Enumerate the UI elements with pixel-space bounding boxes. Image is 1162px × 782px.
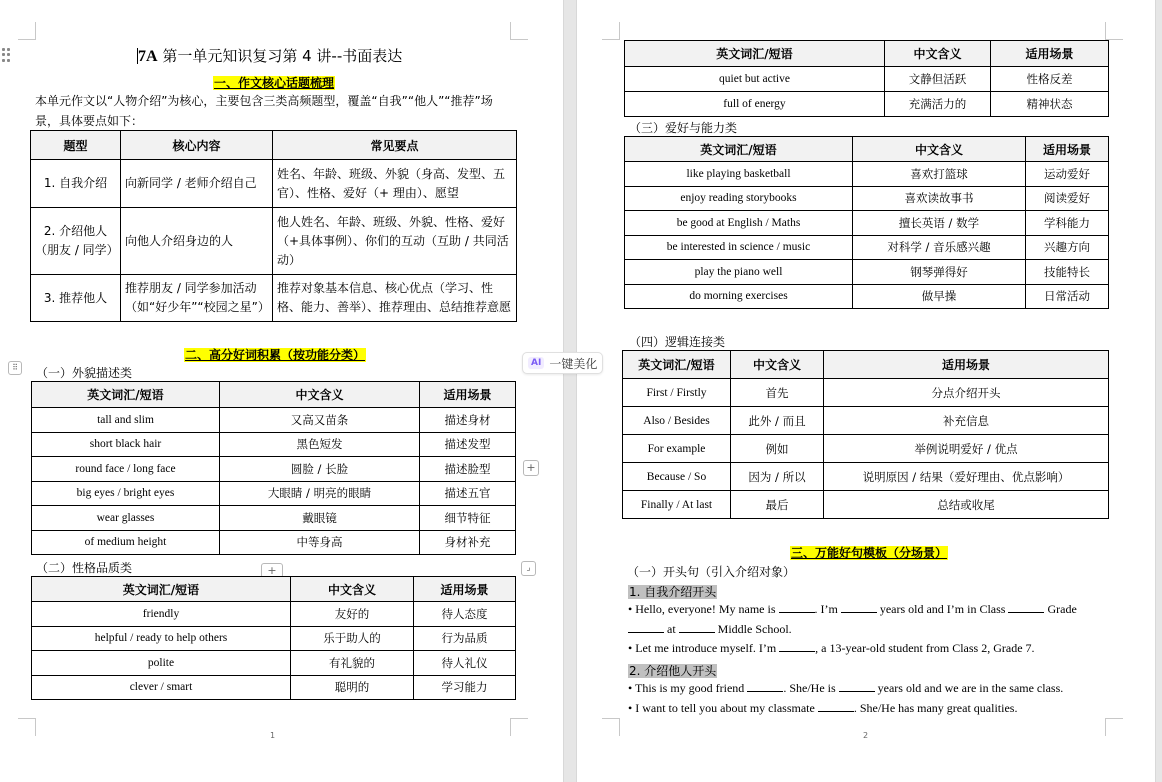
template-sentence: • Hello, everyone! My name is . I’m years old and I’m in Class Grade [628,602,1077,616]
template-sentence: • I want to tell you about my classmate . She/He has many great qualities. [628,701,1018,715]
intro-paragraph: 本单元作文以“人物介绍”为核心，主要包含三类高频题型，覆盖“自我”“他人”“推荐”场景，具体要点如下： [35,94,493,128]
add-column-button[interactable]: + [523,460,539,476]
margin-corner-mark [602,22,620,40]
drag-handle-icon[interactable] [2,48,10,62]
table-row: Also / Besides 此外 / 而且 补充信息 [623,407,1109,435]
table-row: be interested in science / music 对科学 / 音乐感兴趣 兴趣方向 [625,235,1109,260]
subsection-label: （一）外貌描述类 [36,366,133,380]
fill-blank [841,602,877,613]
opening-sentences-label: （一）开头句（引入介绍对象） [627,565,796,579]
ai-icon: AI [528,357,544,369]
document-page-2 [577,0,1155,782]
table-row: 2. 介绍他人（朋友 / 同学） 向他人介绍身边的人 他人姓名、年龄、班级、外貌、性格、爱好（+具体事例）、你们的互动（互助 / 共同活动） [31,208,517,275]
section-heading-3: 三、万能好句模板（分场景） [791,546,948,560]
margin-corner-mark [602,718,620,736]
margin-corner-mark [18,718,36,736]
subsection-label: （二）性格品质类 [36,561,133,575]
add-row-button[interactable]: + [261,563,283,578]
table-row: Finally / At last 最后 总结或收尾 [623,491,1109,519]
table-row: be good at English / Maths 擅长英语 / 数学 学科能力 [625,211,1109,236]
fill-blank [628,622,664,633]
table-row: wear glasses 戴眼镜 细节特征 [32,506,516,531]
vertical-scroll-strip[interactable] [1155,0,1162,782]
table-header: 题型 [31,131,121,160]
personality-table-continued: 英文词汇/短语 中文含义 适用场景 quiet but active 文静但活跃 性格反差 full of energy 充满活力的 精神状态 [624,40,1109,117]
table-row: friendly 友好的 待人态度 [32,602,516,627]
table-row: short black hair 黑色短发 描述发型 [32,432,516,457]
hobby-table: 英文词汇/短语 中文含义 适用场景 like playing basketball 喜欢打篮球 运动爱好 enjoy reading storybooks 喜欢读故事书 阅读爱好 be good at English / Maths 擅长英语 / 数学 学科能力 be interested in science / music 对科学 / 音乐感兴趣 兴趣方向 play the piano well 钢琴弹得好 技能特长 do morning exercises 做早操 日常活动 [624,136,1109,309]
table-row: full of energy 充满活力的 精神状态 [625,92,1109,117]
topic-table [30,130,517,322]
table-row: polite 有礼貌的 待人礼仪 [32,651,516,676]
fill-blank [818,701,854,712]
table-row: helpful / ready to help others 乐于助人的 行为品质 [32,626,516,651]
fill-blank [779,641,815,652]
table-row: First / Firstly 首先 分点介绍开头 [623,379,1109,407]
subsection-label: （三）爱好与能力类 [629,121,738,135]
table-header: 常见要点 [273,131,517,160]
appearance-table: 英文词汇/短语 中文含义 适用场景 tall and slim 又高又苗条 描述身材 short black hair 黑色短发 描述发型 round face / long face 圆脸 / 长脸 描述脸型 big eyes / bright eyes 大眼睛 / 明亮的眼睛 描述五官 wear glasses 戴眼镜 细节特征 of medium height 中等身高 身材补充 [31,381,516,555]
table-header: 核心内容 [121,131,273,160]
table-row: do morning exercises 做早操 日常活动 [625,284,1109,309]
template-sentence: • Let me introduce myself. I’m , a 13-year-old student from Class 2, Grade 7. [628,641,1035,655]
ai-beautify-button[interactable]: AI 一键美化 [522,352,603,374]
table-row: play the piano well 钢琴弹得好 技能特长 [625,260,1109,285]
table-row: enjoy reading storybooks 喜欢读故事书 阅读爱好 [625,186,1109,211]
fill-blank [679,622,715,633]
margin-corner-mark [1105,718,1123,736]
table-row: tall and slim 又高又苗条 描述身材 [32,408,516,433]
fill-blank [839,681,875,692]
table-row: clever / smart 聪明的 学习能力 [32,675,516,700]
table-row: quiet but active 文静但活跃 性格反差 [625,67,1109,92]
margin-corner-mark [1105,22,1123,40]
section-heading-2: 二、高分好词积累（按功能分类） [185,348,366,362]
table-row: big eyes / bright eyes 大眼睛 / 明亮的眼睛 描述五官 [32,481,516,506]
document-page-1 [0,0,563,782]
table-row: 1. 自我介绍 向新同学 / 老师介绍自己 姓名、年龄、班级、外貌（身高、发型、五官）、性格、爱好（+ 理由）、愿望 [31,160,517,208]
table-row: round face / long face 圆脸 / 长脸 描述脸型 [32,457,516,482]
fill-blank [747,681,783,692]
table-row: 3. 推荐他人 推荐朋友 / 同学参加活动（如“好少年”“校园之星”） 推荐对象基本信息、核心优点（学习、性格、能力、善举）、推荐理由、总结推荐意愿 [31,275,517,322]
document-title: 7A 第一单元知识复习第 4 讲--书面表达 [138,47,403,65]
other-intro-label: 2. 介绍他人开头 [629,664,717,678]
margin-corner-mark [510,22,528,40]
template-sentence: • This is my good friend . She/He is years old and we are in the same class. [628,681,1064,695]
subsection-label: （四）逻辑连接类 [629,335,726,349]
table-row: Because / So 因为 / 所以 说明原因 / 结果（爱好理由、优点影响） [623,463,1109,491]
block-handle-icon[interactable]: ⠿ [8,361,22,375]
personality-table: 英文词汇/短语 中文含义 适用场景 friendly 友好的 待人态度 helpful / ready to help others 乐于助人的 行为品质 polite 有礼貌的 待人礼仪 clever / smart 聪明的 学习能力 [31,576,516,700]
margin-corner-mark [18,22,36,40]
page-number: 2 [863,731,869,740]
table-row: like playing basketball 喜欢打篮球 运动爱好 [625,162,1109,187]
table-row: of medium height 中等身高 身材补充 [32,530,516,555]
self-intro-label: 1. 自我介绍开头 [629,585,717,599]
template-sentence-continued: at Middle School. [628,622,792,637]
section-heading-1: 一、作文核心话题梳理 [214,76,335,90]
table-row: For example 例如 举例说明爱好 / 优点 [623,435,1109,463]
logic-table: 英文词汇/短语 中文含义 适用场景 First / Firstly 首先 分点介绍开头 Also / Besides 此外 / 而且 补充信息 For example 例如 举例说明爱好 / 优点 Because / So 因为 / 所以 说明原因 / 结果（爱好理由、优点影响） Finally / At last 最后 总结或收尾 [622,350,1109,519]
fill-blank [1008,602,1044,613]
page-number: 1 [270,731,276,740]
page-gap [563,0,577,782]
fill-blank [779,602,815,613]
table-resize-button[interactable]: ⌟ [521,561,536,576]
margin-corner-mark [510,718,528,736]
